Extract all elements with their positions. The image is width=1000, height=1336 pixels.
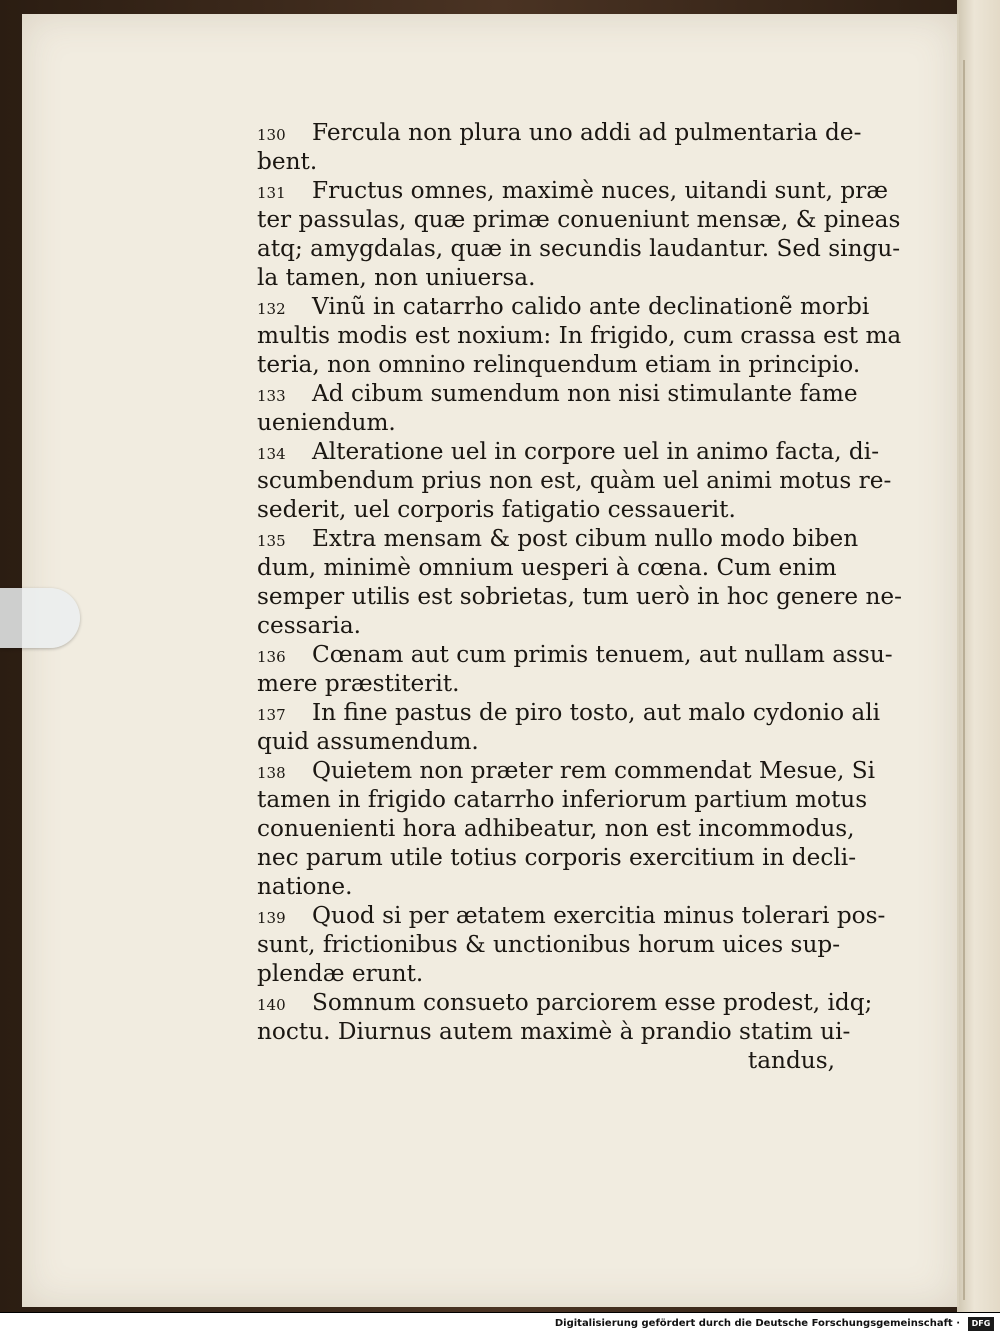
text-line [257,263,837,292]
text-line [257,495,837,524]
line-text: natione. [257,873,353,900]
footer-bar [0,1312,1000,1336]
line-text: scumbendum prius non est, quàm uel animi motus re- [257,467,892,494]
paragraph [257,292,902,379]
paragraph-number: 130 [257,126,286,144]
paragraph [257,437,892,524]
next-page-edge [957,0,1000,1312]
line-text: Cœnam aut cum primis tenuem, aut nullam assu- [312,641,893,668]
line-text: dum, minimè omnium uesperi à cœna. Cum enim [257,554,837,581]
paragraph [257,640,893,698]
paragraph [257,118,862,176]
line-text: Vinũ in catarrho calido ante declinationẽ morbi [312,293,870,320]
line-text: sunt, frictionibus & unctionibus horum uices sup- [257,931,841,958]
text-line [257,930,841,959]
page-clip [0,588,80,648]
text-line [257,872,837,901]
line-text: Extra mensam & post cibum nullo modo biben [312,525,859,552]
text-line [257,582,902,611]
line-text: teria, non omnino relinquendum etiam in principio. [257,351,861,378]
text-line [257,118,862,147]
paragraph-number: 133 [257,387,286,405]
text-line [257,553,837,582]
line-text: noctu. Diurnus autem maximè à prandio statim ui- [257,1018,851,1045]
line-text: atq; amygdalas, quæ in secundis laudantur. Sed singu- [257,235,901,262]
text-line [257,205,901,234]
line-text: nec parum utile totius corporis exercitium in decli- [257,844,857,871]
text-line [257,234,901,263]
text-line [257,147,837,176]
line-text: Alteratione uel in corpore uel in animo facta, di- [312,438,880,465]
line-text: Fercula non plura uno addi ad pulmentaria de- [312,119,862,146]
paragraph-number: 139 [257,909,286,927]
dfg-logo: DFG [968,1317,994,1331]
paragraph-number: 132 [257,300,286,318]
line-text: conuenienti hora adhibeatur, non est incommodus, [257,815,855,842]
text-line [257,988,873,1017]
text-line [257,466,892,495]
text-line [257,785,868,814]
line-text: multis modis est noxium: In frigido, cum crassa est ma [257,322,902,349]
paragraph-number: 140 [257,996,286,1014]
line-text: mere præstiterit. [257,670,460,697]
line-text: In fine pastus de piro tosto, aut malo cydonio ali [312,699,881,726]
text-line [257,437,880,466]
text-line [257,727,837,756]
text-line [257,698,881,727]
line-text: ueniendum. [257,409,396,436]
text-line [257,640,893,669]
text-line [257,1017,851,1046]
paragraph [257,756,876,901]
paragraph-number: 137 [257,706,286,724]
text-line [257,292,870,321]
text-line [257,321,902,350]
paragraph-number: 138 [257,764,286,782]
paragraph-number: 135 [257,532,286,550]
paragraph [257,901,886,988]
paragraph [257,698,881,756]
line-text: semper utilis est sobrietas, tum uerò in hoc genere ne- [257,583,902,610]
line-text: tamen in frigido catarrho inferiorum partium motus [257,786,868,813]
line-text: Somnum consueto parciorem esse prodest, idq; [312,989,873,1016]
line-text: ter passulas, quæ primæ conueniunt mensæ, & pineas [257,206,901,233]
page-text [257,118,902,1075]
text-line [257,176,889,205]
paragraph-number: 131 [257,184,286,202]
paragraph [257,379,858,437]
paragraph-number: 134 [257,445,286,463]
line-text: la tamen, non uniuersa. [257,264,536,291]
line-text: Quod si per ætatem exercitia minus tolerari pos- [312,902,886,929]
text-line [257,669,837,698]
text-line [257,959,837,988]
funding-notice: Digitalisierung gefördert durch die Deutsche Forschungsgemeinschaft · [554,1318,960,1329]
paragraph [257,176,901,292]
text-line [257,524,859,553]
text-line [257,756,876,785]
catchword: tandus, [747,1047,835,1074]
text-line [257,408,837,437]
line-text: quid assumendum. [257,728,479,755]
line-text: cessaria. [257,612,362,639]
line-text: sederit, uel corporis fatigatio cessauerit. [257,496,736,523]
text-line [257,843,857,872]
paragraph [257,988,873,1046]
line-text: plendæ erunt. [257,960,424,987]
line-text: Ad cibum sumendum non nisi stimulante fame [312,380,858,407]
line-text: bent. [257,148,318,175]
text-line [257,611,837,640]
line-text: Fructus omnes, maximè nuces, uitandi sunt, præ [312,177,889,204]
line-text: Quietem non præter rem commendat Mesue, Si [312,757,876,784]
text-line [257,350,861,379]
text-line [257,814,855,843]
text-line [257,379,858,408]
paragraph-number: 136 [257,648,286,666]
paragraph [257,524,902,640]
text-line [257,901,886,930]
